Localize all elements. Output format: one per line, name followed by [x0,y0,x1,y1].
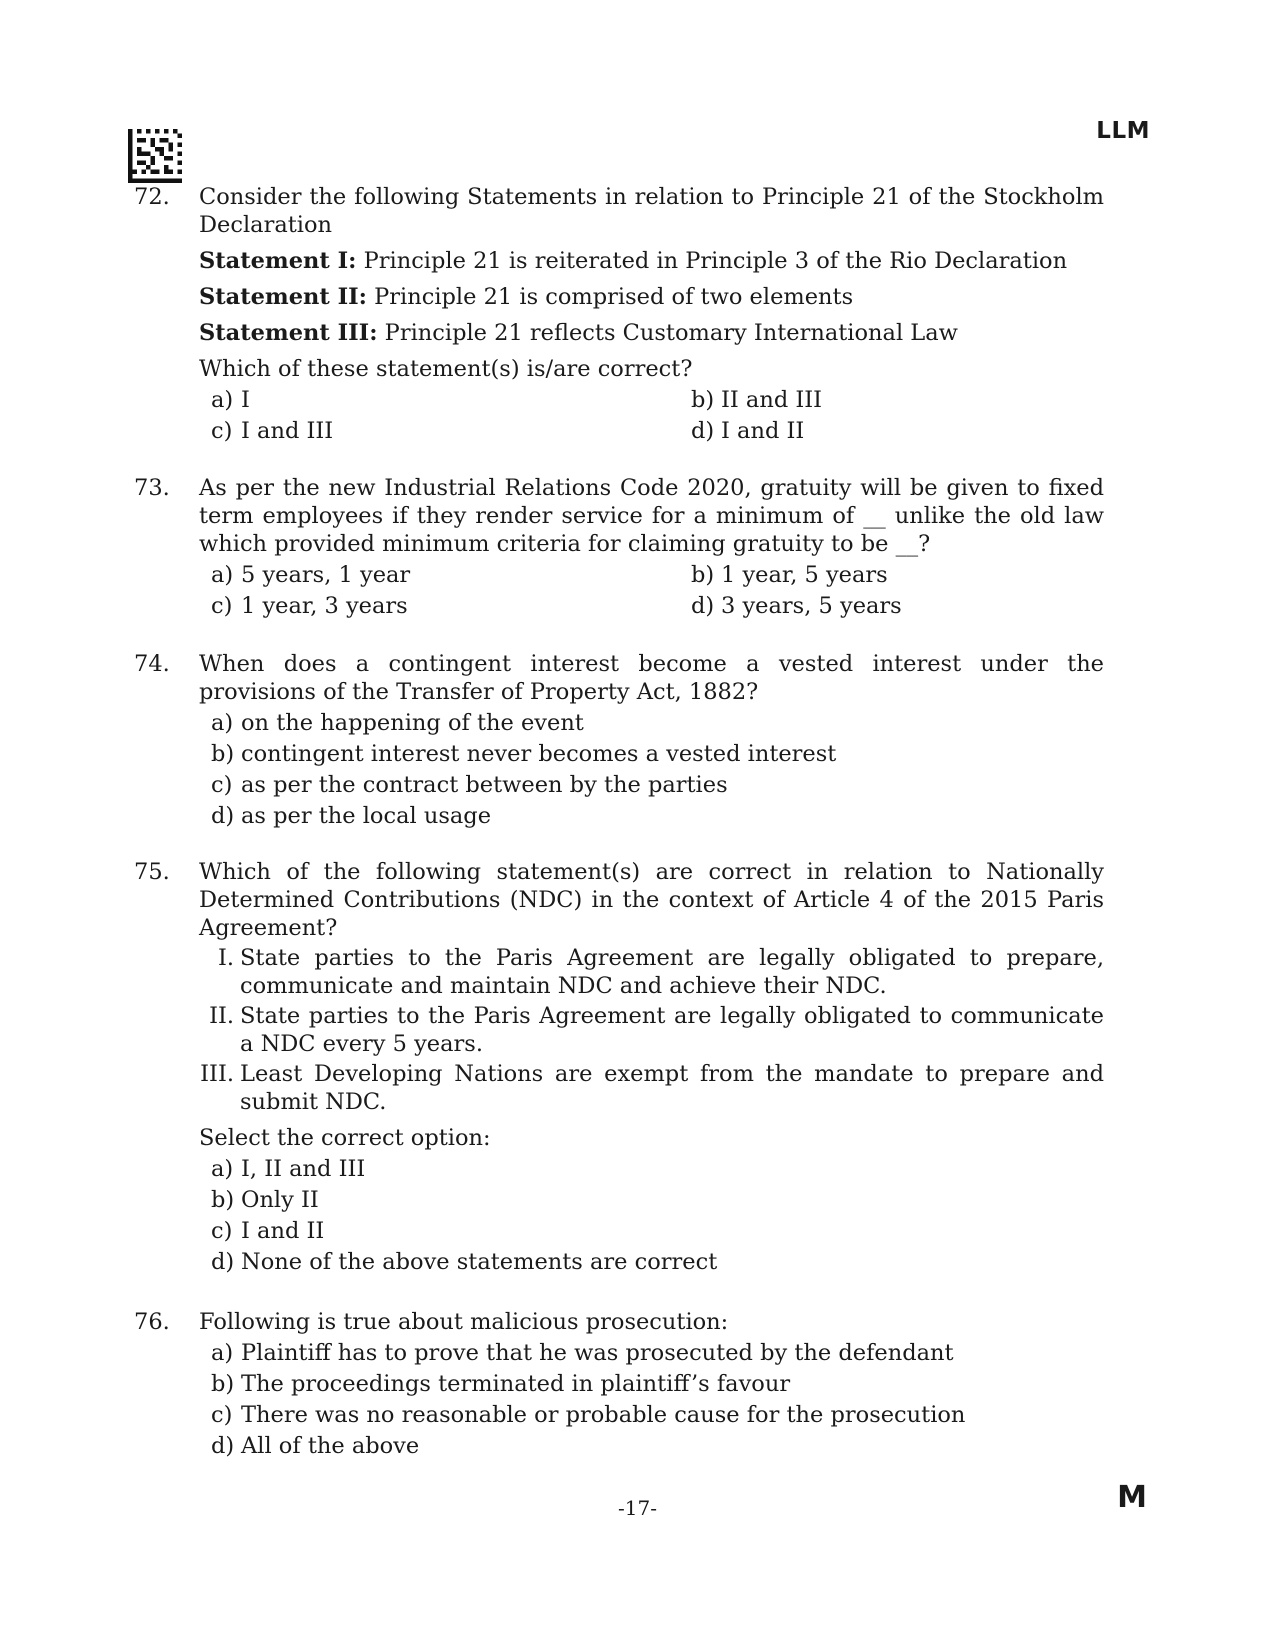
question-73 [134,474,1104,620]
options-list [211,1339,1104,1460]
statement-list [199,944,1104,1116]
option-text: 5 years, 1 year [241,562,411,588]
options-grid [211,561,1104,620]
options-list [211,1155,1104,1276]
options-list [211,709,1104,830]
question-ask: Select the correct option: [199,1125,491,1151]
question-number: 76. [134,1309,170,1335]
option-text: contingent interest never becomes a vested interest [241,741,837,767]
option-letter: a) [211,1340,234,1366]
option-a[interactable] [211,386,691,414]
statement-text: State parties to the Paris Agreement are legally obligated to prepare, communicate and maintain NDC and achieve their NDC. [240,945,1104,999]
option-letter: a) [211,387,234,413]
question-74 [134,650,1104,833]
option-letter: c) [211,593,233,619]
option-letter: b) [691,387,715,413]
option-d[interactable] [211,1248,1104,1276]
option-text: I and II [241,1218,325,1244]
booklet-set-code: M [1117,1480,1147,1515]
option-letter: b) [211,1187,235,1213]
option-b[interactable] [691,561,1111,589]
option-letter: b) [691,562,715,588]
statement-item [199,944,1104,1000]
option-text: I and III [241,418,334,444]
question-stem: Consider the following Statements in relation to Principle 21 of the Stockholm Declaration [199,184,1104,238]
statement-label: Statement III: [199,320,378,346]
option-b[interactable] [211,740,1104,768]
option-text: Plaintiff has to prove that he was prosecuted by the defendant [241,1340,954,1366]
option-c[interactable] [211,771,1104,799]
option-text: as per the contract between by the parties [241,772,728,798]
option-text: I [241,387,250,413]
option-letter: c) [211,1402,233,1428]
statement-label: Statement I: [199,248,357,274]
question-number: 75. [134,859,170,885]
option-letter: b) [211,741,235,767]
option-letter: d) [211,1249,235,1275]
statement-item [199,1060,1104,1116]
question-ask: Which of these statement(s) is/are correct? [199,356,693,382]
option-text: Only II [241,1187,319,1213]
option-b[interactable] [211,1186,1104,1214]
option-letter: a) [211,710,234,736]
statement-text: Principle 21 is comprised of two elements [367,284,854,310]
option-letter: a) [211,562,234,588]
option-c[interactable] [211,592,691,620]
option-text: All of the above [241,1433,420,1459]
option-text: II and III [721,387,823,413]
option-letter: d) [211,803,235,829]
statement-1 [199,247,1104,275]
statement-numeral: I. [217,945,234,971]
option-text: 3 years, 5 years [721,593,902,619]
page-number: -17- [618,1496,657,1520]
option-text: on the happening of the event [241,710,584,736]
option-text: There was no reasonable or probable cause for the prosecution [241,1402,966,1428]
option-c[interactable] [211,1401,1104,1429]
statement-item [199,1002,1104,1058]
option-letter: c) [211,418,233,444]
option-a[interactable] [211,709,1104,737]
option-a[interactable] [211,1155,1104,1183]
option-text: as per the local usage [241,803,492,829]
question-stem: Following is true about malicious prosecution: [199,1309,729,1335]
option-letter: d) [691,418,715,444]
qr-code-icon [128,129,182,183]
option-d[interactable] [211,802,1104,830]
option-d[interactable] [211,1432,1104,1460]
option-text: The proceedings terminated in plaintiff’s favour [241,1371,791,1397]
option-text: 1 year, 5 years [721,562,888,588]
statement-text: Principle 21 reflects Customary International Law [377,320,958,346]
statement-2 [199,283,1104,311]
option-text: 1 year, 3 years [241,593,408,619]
option-c[interactable] [211,417,691,445]
question-76 [134,1308,1104,1463]
option-b[interactable] [691,386,1111,414]
question-stem: As per the new Industrial Relations Code 2020, gratuity will be given to fixed term employees if they render service for a minimum of __ unlike the old law which provided minimum criteria for claiming gratuity to be __? [199,475,1104,557]
option-letter: a) [211,1156,234,1182]
option-letter: d) [211,1433,235,1459]
statement-label: Statement II: [199,284,367,310]
option-a[interactable] [211,561,691,589]
option-letter: c) [211,772,233,798]
option-letter: d) [691,593,715,619]
option-letter: c) [211,1218,233,1244]
question-stem: When does a contingent interest become a vested interest under the provisions of the Transfer of Property Act, 1882? [199,651,1104,705]
statement-numeral: III. [200,1061,234,1087]
statement-text: Least Developing Nations are exempt from the mandate to prepare and submit NDC. [240,1061,1104,1115]
statement-numeral: II. [209,1003,234,1029]
option-d[interactable] [691,592,1111,620]
statement-text: Principle 21 is reiterated in Principle 3 of the Rio Declaration [356,248,1068,274]
option-c[interactable] [211,1217,1104,1245]
question-number: 72. [134,184,170,210]
statement-text: State parties to the Paris Agreement are legally obligated to communicate a NDC every 5 years. [240,1003,1104,1057]
option-d[interactable] [691,417,1111,445]
question-72 [134,183,1104,445]
option-a[interactable] [211,1339,1104,1367]
option-text: None of the above statements are correct [241,1249,718,1275]
option-letter: b) [211,1371,235,1397]
question-stem: Which of the following statement(s) are correct in relation to Nationally Determined Contributions (NDC) in the context of Article 4 of the 2015 Paris Agreement? [199,859,1104,941]
question-number: 74. [134,651,170,677]
option-text: I and II [721,418,805,444]
question-number: 73. [134,475,170,501]
exam-code: LLM [1096,118,1150,144]
option-text: I, II and III [241,1156,366,1182]
question-75 [134,858,1104,1279]
options-grid [211,386,1104,445]
option-b[interactable] [211,1370,1104,1398]
statement-3 [199,319,1104,347]
